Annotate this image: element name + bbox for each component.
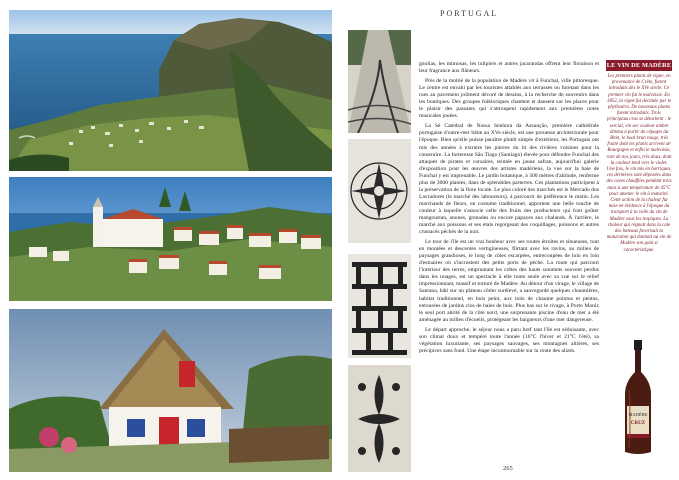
photo-santana-house — [9, 309, 332, 472]
article-paragraph: La Sé Catedral de Nossa Senhora da Assunção, première cathédrale portugaise d'outre-mer bâtie au XVe siècle, est une prouesse architecturale pour l'époque. Bien qu'elle puisse paraître plutôt simple d'extérieur, les Portugais ont mis des années à extraire les pierres du lit des rivières voisines pour la construire. La forteresse São Tiago (Santiago) élevée pour défendre Funchal des attaques de pirates et corsaires, teintée en jaune safran, aujourd'hui galerie d'exposition pour les œuvres des artistes madériens, la vue sur la baie de Funchal y est imprenable. Le jardin botanique, à 300 mètres d'altitude, renferme plus de 3000 plantes, dans de splendides parterres. Ces plantations participent à la préservation de la flore locale. Le plus coloré des marchés est le Mercado dos Lavradores (le marché des laboureurs), à parcourir de préférence le matin. Les marchands de fleurs, en costume traditionnel, apportent une belle touche de couleur à laquelle s'associe celle des fruits des producteurs qui font goûter mangoustan, anones, grenades ou encore papayes aux chalands. À l'arrière, le marché aux poissons et ses étals regorgeant des coquillages, poissons et autres crustacés pêchés de la nuit. — [419, 123, 599, 236]
bottle-label-line1: MADÈRE — [628, 412, 648, 417]
photo-coastal-cliffs — [9, 10, 332, 171]
photo-mosaic-street — [348, 30, 411, 133]
photo-village-church — [9, 177, 332, 301]
sidebar-text: Les premiers plants de vigne, en provenance de Crète, furent introduits dès le XVe siècle. Ce premier vin fut le malvoisie. En 1852, la vigne fut décimée par le phylloxéra. De nouveaux plants furent introduits. Trois principaux crus se détachent : le sercial, vin sec couleur ambre obtenu à partir de cépages du Rhin, le boal brun rouge, très fruité dont les plants arrivent de Bourgogne et enfin le malvoisie, rare de nos jours, très doux, dont la couleur tend vers le violet. Une fois, le vin mis en barriques, ces dernières sont déposées dans des caves chauffées pendant trois mois à une température de 45°C pour amener le vin à maturité. Cette action de la chaleur fut mise en évidence à l'époque du transport à la voile du vin de Madère sous les tropiques. La chaleur qui régnait dans la cale des bateaux favorisait la maturation qui donnait au vin de Madère son goût si caractéristique. — [606, 74, 672, 253]
page-header-country: PORTUGAL — [440, 9, 499, 18]
article-paragraph: Près de la moitié de la population de Madère vit à Funchal, ville pittoresque. Le centre est envahi par les touristes attablés aux terrasses ou furetant dans les rues au pavement joliment décoré de dessins, à la recherche de souvenirs dans les boutiques. Des groupes folkloriques chantent et dansent sur les places pour le plaisir des passants qui s'attroupent rapidement aux premières notes musicales jouées. — [419, 78, 599, 120]
photo-mosaic-star — [348, 139, 411, 243]
article-paragraph: Le départ approche, le séjour nous a paru bref tant l'île est séduisante, avec son climat doux et tempéré toute l'année (16°C l'hiver et 21°C l'été), sa végétation luxuriante, ses paysages sauvages, ses montagnes altières, ses précipices sans fond. Une étape incontournable sur la route des alizés. — [419, 326, 599, 354]
madeira-wine-bottle — [621, 340, 655, 455]
photo-mosaic-greek-key — [348, 254, 411, 358]
bottle-label-line2: CRUZ — [630, 421, 646, 426]
article-paragraph: gnolias, les mimosas, les tulipiers et autres jacarandas offrent leur floraison et leur fragrance aux flâneurs. — [419, 61, 599, 75]
photo-mosaic-floral — [348, 365, 411, 472]
sidebar-title: LE VIN DE MADÈRE — [606, 62, 672, 69]
article-paragraph: Le tour de l'île est un vrai bonheur avec ses routes étroites et sinueuses, tout en montées et descentes vertigineuses, flirtant avec les ravins, au milieu de paysages grandioses, le long de côtes escarpées, entrecoupées de loin en loin d'estuaires où s'incrustent des petits ports de pêche. La route qui parcourt l'intérieur des terres, empruntant les crêtes des hauts sommets souvent perdus dans les nuages, est un spectacle à elle toute seule avec sa vue sur le relief impressionnant, massif et torturé de Madère. Au détour d'un virage, le village de Santana, bâti sur un plateau côtier surélevé, a sauvegardé quelques chaumières, habitat traditionnel, en bois peint, aux toits de chaume pointus et pentus, entourées de jardins clos de haies de buis. Plus bas sur le rivage, à Porto Moniz le seul port abrité de la côte nord, une surprenante piscine d'eau de mer a été aménagée au milieu d'écueils, protégeant les baigneurs d'une mer dangereuse. — [419, 239, 599, 323]
page-number: 265 — [503, 465, 513, 472]
article-body — [419, 61, 599, 457]
